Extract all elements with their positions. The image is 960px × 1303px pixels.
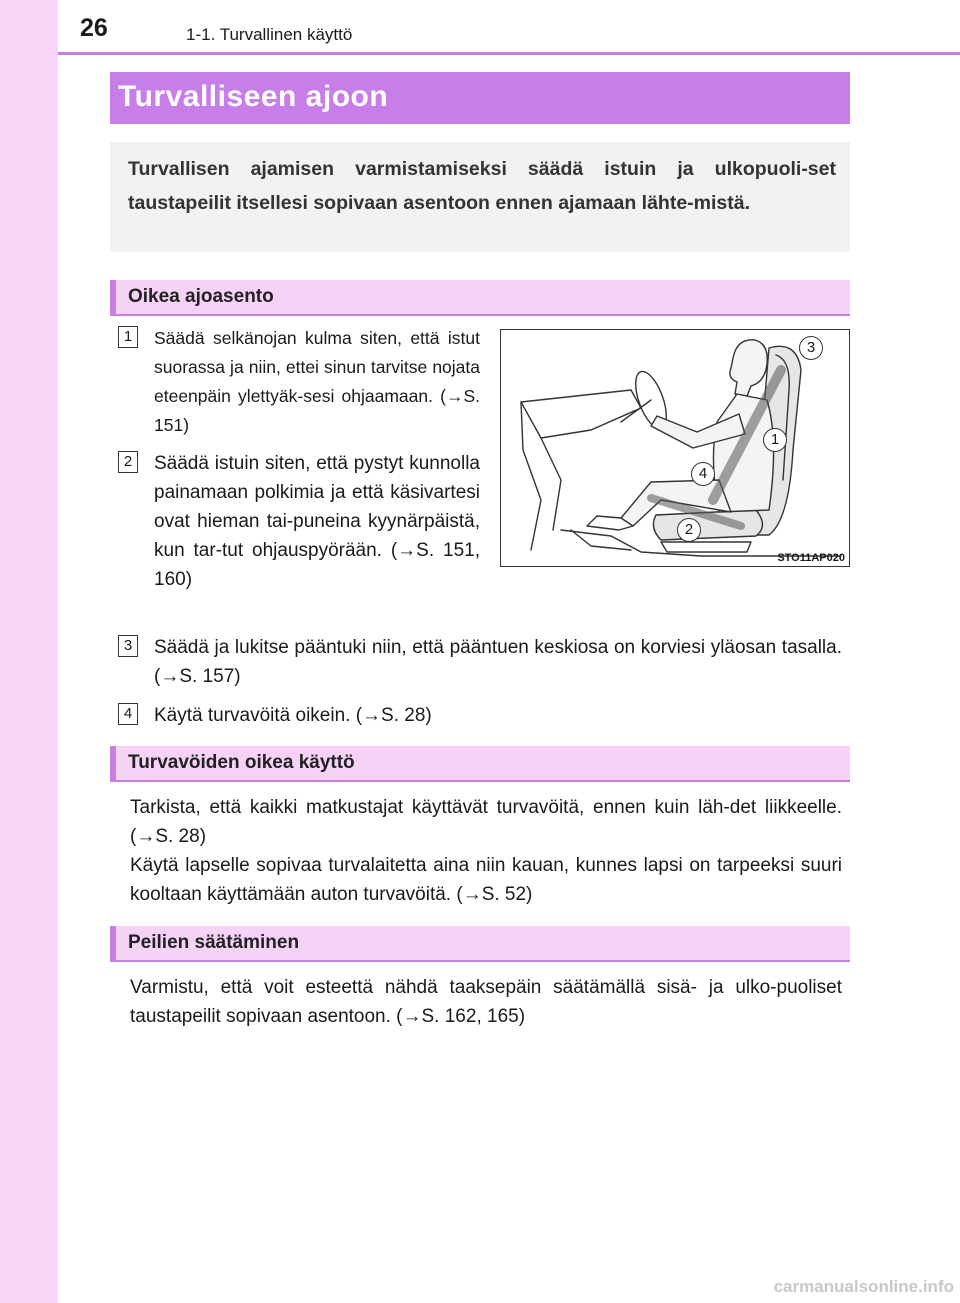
page-number: 26: [80, 14, 108, 42]
title-bar: [110, 72, 850, 124]
paragraph: Tarkista, että kaikki matkustajat käyttävät turvavöitä, ennen kuin läh-det liikkeelle. (→S. 28): [130, 797, 842, 847]
paragraph: Varmistu, että voit esteettä nähdä taaksepäin säätämällä sisä- ja ulko-puoliset taustapeilit sopivaan asentoon. (→S. 162, 165): [130, 977, 842, 1027]
intro-box: [110, 142, 850, 252]
callout-4: 4: [691, 462, 715, 486]
figure-code: STO11AP020: [777, 552, 845, 564]
section-heading-mirrors: [110, 926, 850, 962]
driver-illustration: [501, 330, 849, 566]
step-text: Säädä ja lukitse pääntuki niin, että pääntuen keskiosa on korviesi yläosan tasalla. (→S. 157): [154, 637, 842, 687]
step-number: 1: [118, 326, 138, 348]
section-heading-text: Peilien säätäminen: [128, 932, 300, 953]
step-number: 2: [118, 451, 138, 473]
callout-1: 1: [763, 428, 787, 452]
page-title: Turvalliseen ajoon: [118, 80, 389, 113]
intro-text: Turvallisen ajamisen varmistamiseksi säädä istuin ja ulkopuoli-set taustapeilit itsellesi sopivaan asentoon ennen ajamaan lähte-mistä.: [128, 158, 836, 214]
step-number: 3: [118, 635, 138, 657]
watermark: carmanualsonline.info: [773, 1277, 954, 1296]
header-rule: [58, 52, 960, 55]
step-text: Säädä istuin siten, että pystyt kunnolla painamaan polkimia ja että käsivartesi ovat hieman tai-puneina kyynärpäistä, kun tar-tut ohjauspyörään. (→S. 151, 160): [154, 453, 480, 590]
section-heading-text: Turvavöiden oikea käyttö: [128, 752, 355, 773]
running-head: 1-1. Turvallinen käyttö: [186, 25, 353, 44]
step-text: Käytä turvavöitä oikein. (→S. 28): [154, 705, 432, 726]
seat-position-figure: [500, 329, 850, 567]
paragraph: Käytä lapselle sopivaa turvalaitetta aina niin kauan, kunnes lapsi on tarpeeksi suuri kooltaan käyttämään auton turvavöitä. (→S. 52): [130, 855, 842, 905]
callout-2: 2: [677, 518, 701, 542]
section-heading-seatbelts: [110, 746, 850, 782]
section-heading-text: Oikea ajoasento: [128, 286, 274, 307]
step-text: Säädä selkänojan kulma siten, että istut suorassa ja niin, ettei sinun tarvitse nojata eteenpäin ylettyäk-sesi ohjaamaan. (→S. 151): [154, 328, 480, 435]
step-number: 4: [118, 703, 138, 725]
callout-3: 3: [799, 336, 823, 360]
section-heading-driving-posture: [110, 280, 850, 316]
left-margin-band: [0, 0, 58, 1303]
